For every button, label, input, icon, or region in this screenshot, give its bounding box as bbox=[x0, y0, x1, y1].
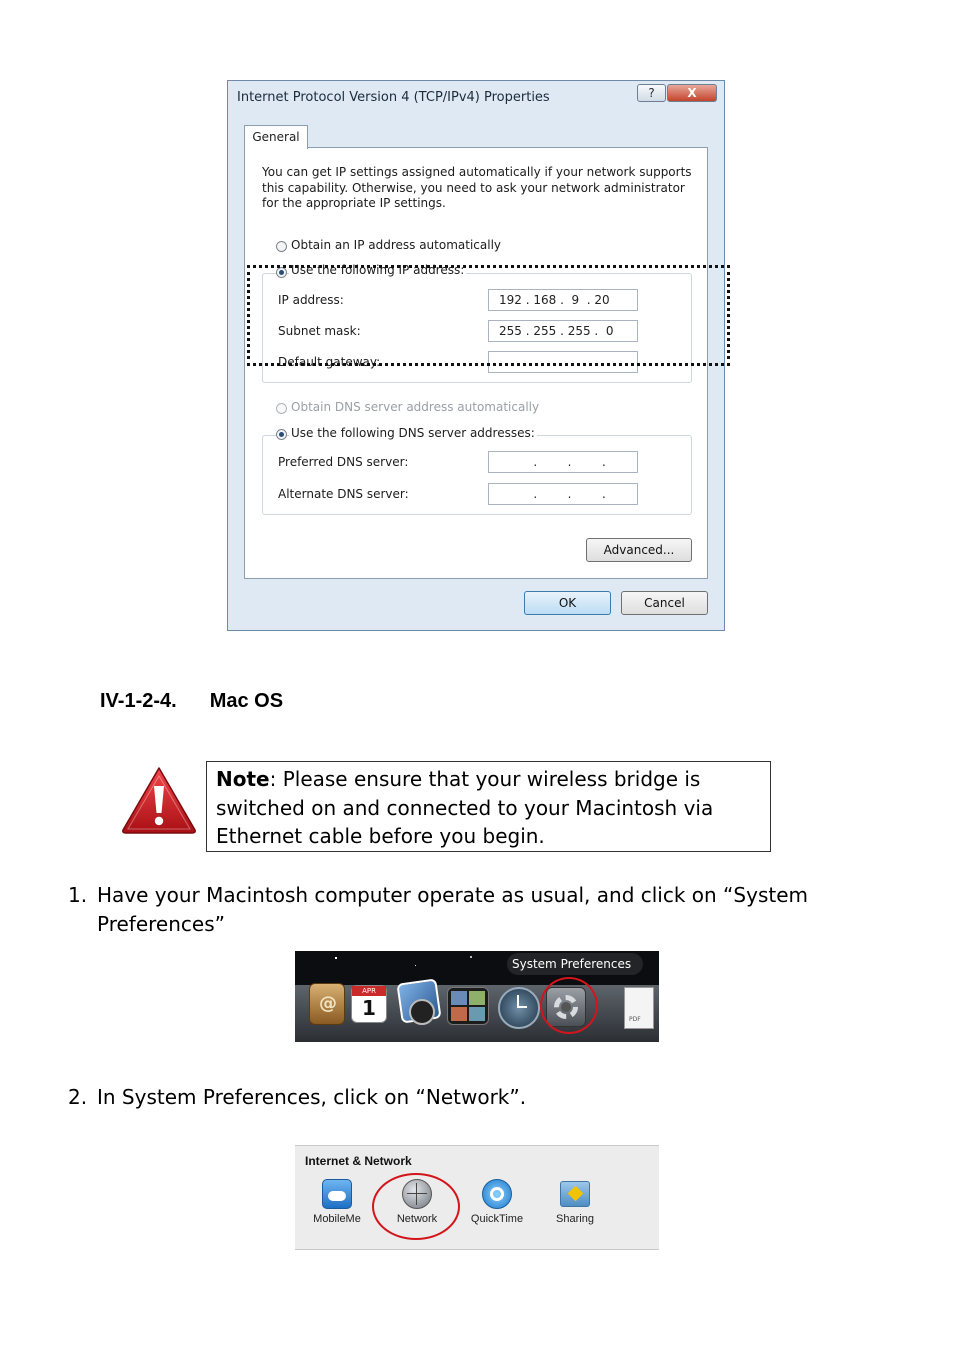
time-machine-icon[interactable] bbox=[498, 987, 540, 1029]
spaces-icon[interactable] bbox=[447, 987, 489, 1025]
warning-icon bbox=[121, 766, 197, 834]
ok-button[interactable]: OK bbox=[524, 591, 611, 615]
radio-ip-manual-label: Use the following IP address: bbox=[291, 263, 465, 277]
calendar-icon[interactable] bbox=[351, 985, 387, 1023]
intro-text: You can get IP settings assigned automatically if your network supports this capability. Otherwise, you need to ask your network administrator for the appropriate IP settings. bbox=[262, 165, 692, 210]
tab-general[interactable]: General bbox=[244, 125, 308, 149]
help-button[interactable]: ? bbox=[637, 84, 666, 102]
address-book-icon[interactable]: @ bbox=[309, 983, 345, 1025]
quicktime-label: QuickTime bbox=[470, 1213, 524, 1225]
dock-screenshot bbox=[295, 951, 659, 1042]
dock-tooltip: System Preferences bbox=[507, 953, 643, 975]
note-bold: Note bbox=[216, 767, 270, 791]
ip-address-label: IP address: bbox=[278, 293, 344, 307]
sharing-folder-icon[interactable] bbox=[560, 1181, 590, 1207]
calendar-month: APR bbox=[352, 986, 386, 996]
sharing-label: Sharing bbox=[556, 1213, 594, 1225]
section-heading bbox=[100, 690, 283, 713]
step-2-number: 2. bbox=[68, 1085, 88, 1109]
section-title: Mac OS bbox=[209, 690, 284, 712]
alternate-dns-label: Alternate DNS server: bbox=[278, 487, 409, 501]
ip-address-field[interactable]: 192 . 168 . 9 . 20 bbox=[488, 289, 638, 311]
step-2-text: In System Preferences, click on “Network”. bbox=[97, 1085, 527, 1109]
quicktime-icon[interactable] bbox=[482, 1179, 512, 1209]
system-preferences-highlight bbox=[540, 977, 598, 1034]
note-text: : Please ensure that your wireless bridge is switched on and connected to your Macintosh via Ethernet cable before you begin. bbox=[216, 767, 714, 848]
subnet-mask-label: Subnet mask: bbox=[278, 324, 361, 338]
internet-network-title: Internet & Network bbox=[305, 1154, 412, 1168]
dialog-title: Internet Protocol Version 4 (TCP/IPv4) Properties bbox=[237, 90, 550, 105]
pdf-document-icon[interactable] bbox=[624, 987, 654, 1029]
alternate-dns-field[interactable]: . . . bbox=[488, 483, 638, 505]
radio-ip-auto[interactable] bbox=[276, 241, 287, 252]
pdf-label: PDF bbox=[629, 1016, 641, 1023]
preferred-dns-label: Preferred DNS server: bbox=[278, 455, 409, 469]
radio-dns-manual[interactable] bbox=[276, 429, 287, 440]
subnet-mask-field[interactable]: 255 . 255 . 255 . 0 bbox=[488, 320, 638, 342]
preferred-dns-field[interactable]: . . . bbox=[488, 451, 638, 473]
network-label: Network bbox=[396, 1213, 438, 1225]
radio-dns-auto[interactable] bbox=[276, 403, 287, 414]
system-preferences-screenshot bbox=[295, 1145, 659, 1250]
photo-booth-icon bbox=[409, 999, 435, 1025]
mobileme-icon[interactable] bbox=[322, 1179, 352, 1209]
close-button[interactable]: X bbox=[667, 84, 717, 102]
step-1-text: Have your Macintosh computer operate as usual, and click on “System Preferences” bbox=[97, 883, 808, 936]
radio-ip-auto-label: Obtain an IP address automatically bbox=[291, 238, 502, 252]
default-gateway-label: Default gateway: bbox=[278, 355, 381, 369]
mobileme-label: MobileMe bbox=[313, 1213, 361, 1225]
network-highlight bbox=[372, 1173, 460, 1240]
ip-highlight-box bbox=[247, 265, 730, 366]
calendar-day: 1 bbox=[362, 996, 376, 1020]
radio-dns-auto-label: Obtain DNS server address automatically bbox=[291, 400, 540, 414]
radio-dns-manual-label: Use the following DNS server addresses: bbox=[291, 426, 535, 440]
advanced-button[interactable]: Advanced... bbox=[586, 538, 692, 562]
step-1-number: 1. bbox=[68, 883, 88, 907]
cancel-button[interactable]: Cancel bbox=[621, 591, 708, 615]
note-box bbox=[206, 761, 771, 852]
section-number: IV-1-2-4. bbox=[100, 690, 177, 712]
